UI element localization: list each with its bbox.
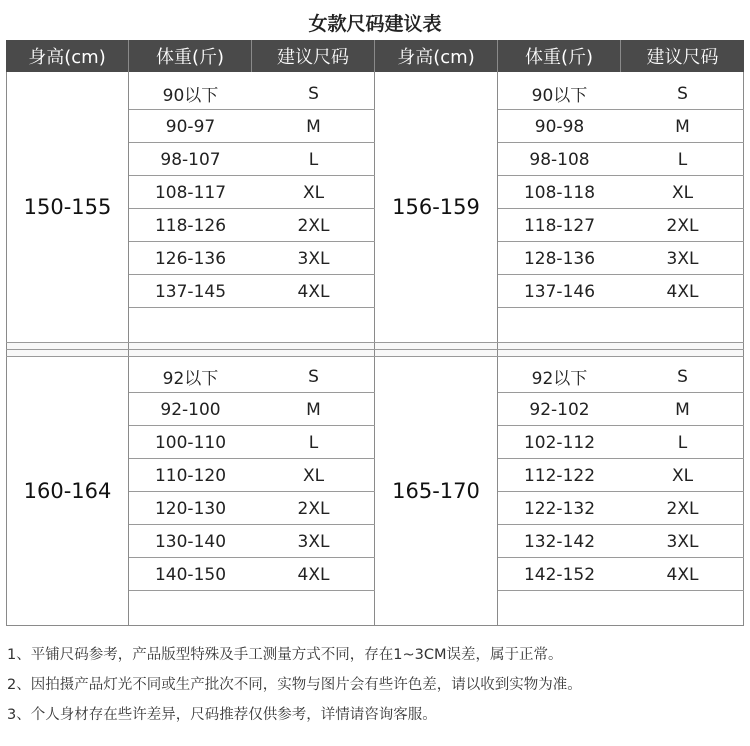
weight-cell: 108-118: [523, 182, 596, 203]
weight-cell: 110-120: [154, 465, 227, 486]
size-cell: S: [677, 83, 688, 104]
weight-cell: 90以下: [531, 86, 588, 106]
weight-cell: 102-112: [523, 432, 596, 453]
weight-cell: 92以下: [531, 369, 588, 389]
header-weight-left: 体重(斤): [129, 40, 252, 72]
weight-cell: 137-145: [154, 281, 227, 302]
header-height-left: 身高(cm): [6, 40, 129, 72]
size-cell: 3XL: [666, 248, 699, 269]
weight-cell: 108-117: [154, 182, 227, 203]
header-height-right: 身高(cm): [375, 40, 498, 72]
weight-cell: 92-100: [160, 399, 221, 420]
size-cell: M: [306, 116, 321, 137]
weight-cell: 126-136: [154, 248, 227, 269]
size-cell: 3XL: [297, 248, 330, 269]
weight-cell: 137-146: [523, 281, 596, 302]
size-cell: L: [677, 432, 688, 453]
weight-cell: 128-136: [523, 248, 596, 269]
weight-cell: 118-126: [154, 215, 227, 236]
height-range-156-159: 156-159: [392, 195, 480, 219]
size-cell: M: [675, 116, 690, 137]
size-cell: 2XL: [297, 498, 330, 519]
block-divider: [6, 342, 744, 343]
weight-cell: 98-108: [529, 149, 590, 170]
size-cell: M: [306, 399, 321, 420]
weight-cell: 112-122: [523, 465, 596, 486]
size-cell: 2XL: [297, 215, 330, 236]
note-item: 3、个人身材存在些许差异，尺码推荐仅供参考，详情请咨询客服。: [7, 707, 437, 723]
height-range-160-164: 160-164: [23, 478, 112, 503]
weight-cell: 118-127: [523, 215, 596, 236]
size-cell: 4XL: [666, 564, 699, 585]
size-cell: 2XL: [666, 498, 699, 519]
header-size-left: 建议尺码: [252, 40, 375, 72]
weight-cell: 122-132: [523, 498, 596, 519]
height-range-165-170: 165-170: [392, 478, 480, 503]
size-cell: L: [308, 432, 319, 453]
weight-cell: 120-130: [154, 498, 227, 519]
size-cell: XL: [302, 182, 325, 203]
size-cell: XL: [302, 465, 325, 486]
size-cell: 4XL: [297, 281, 330, 302]
header-size-right: 建议尺码: [621, 40, 744, 72]
size-cell: 4XL: [297, 564, 330, 585]
size-cell: S: [677, 366, 688, 387]
note-item: 1、平铺尺码参考，产品版型特殊及手工测量方式不同，存在1~3CM误差，属于正常。: [7, 647, 563, 663]
size-cell: 3XL: [666, 531, 699, 552]
weight-cell: 140-150: [154, 564, 227, 585]
size-cell: L: [677, 149, 688, 170]
weight-cell: 90-97: [165, 116, 216, 137]
size-cell: S: [308, 83, 319, 104]
size-cell: 2XL: [666, 215, 699, 236]
block-divider: [6, 349, 744, 350]
header-weight-right: 体重(斤): [498, 40, 621, 72]
height-range-150-155: 150-155: [23, 195, 112, 219]
size-cell: M: [675, 399, 690, 420]
note-item: 2、因拍摄产品灯光不同或生产批次不同，实物与图片会有些许色差，请以收到实物为准。: [7, 677, 582, 693]
weight-cell: 90以下: [162, 86, 219, 106]
size-cell: XL: [671, 465, 694, 486]
weight-cell: 92-102: [529, 399, 590, 420]
size-cell: XL: [671, 182, 694, 203]
page-title: 女款尺码建议表: [308, 13, 442, 35]
weight-cell: 142-152: [523, 564, 596, 585]
size-cell: L: [308, 149, 319, 170]
weight-cell: 92以下: [162, 369, 219, 389]
weight-cell: 90-98: [534, 116, 585, 137]
weight-cell: 98-107: [160, 149, 221, 170]
notes-list: [7, 645, 582, 735]
weight-cell: 132-142: [523, 531, 596, 552]
weight-cell: 130-140: [154, 531, 227, 552]
size-cell: 4XL: [666, 281, 699, 302]
size-cell: 3XL: [297, 531, 330, 552]
size-cell: S: [308, 366, 319, 387]
weight-cell: 100-110: [154, 432, 227, 453]
